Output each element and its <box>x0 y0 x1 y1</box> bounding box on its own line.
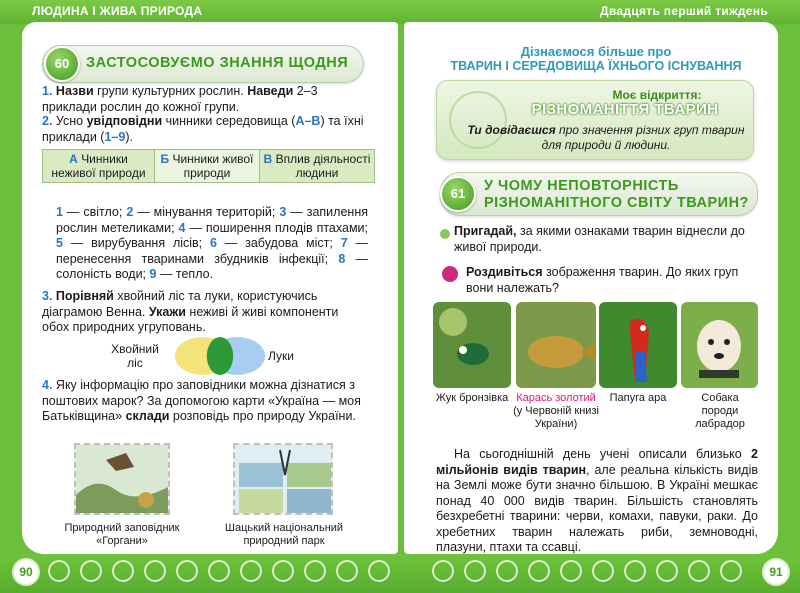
decor-icons-right <box>432 560 742 582</box>
venn-right-label: Луки <box>268 349 294 363</box>
beetle-image <box>433 302 511 388</box>
question-1: 1. Назви групи культурних рослин. Наведи 2–3 приклади рослин до кожної групи. <box>42 84 318 114</box>
stamp-caption-shatsk: Шацький національний природний парк <box>224 522 344 547</box>
venn-diagram <box>175 337 265 375</box>
learn-more-title: Дізнаємося більше про ТВАРИН І СЕРЕДОВИЩА ЇХНЬОГО ІСНУВАННЯ <box>450 44 742 73</box>
caption-beetle: Жук бронзівка <box>435 392 509 404</box>
species-paragraph: На сьогоднішній день учені описали близько 2 мільйонів видів тварин, але реальна кількість видів на Землі може бути значно більшою. В Україні мешкає понад 40 000 видів тварин. Більшість становлять безхребетні тварини: черви, комахи, павуки, раки. До хребетних тварин належать риби, земноводні, плазуни, птахи та ссавці. <box>436 447 758 554</box>
task-examine: Роздивіться зображення тварин. До яких груп вони належать? <box>466 265 739 295</box>
discovery-text: Ти довідаєшся про значення різних груп тварин для природи й людини. <box>467 123 745 152</box>
caption-carp: Карась золотий (у Червоній книзі України) <box>513 392 599 430</box>
page-number-right: 91 <box>762 558 790 586</box>
frog-icon <box>624 560 646 582</box>
bullet-icon <box>440 229 450 239</box>
stamp-shatsk-image <box>233 443 333 515</box>
examples-list: 1 — світло; 2 — мінування територій; 3 — запилення рослин метеликами; 4 — поширення плодів птахами; 5 — вирубування лісів; 6 — забудова міст; 7 — перенесення тваринами збудників інфекції; 8 — солоність води; 9 — тепло. <box>56 205 369 281</box>
header-right-title: Двадцять перший тиждень <box>600 4 768 18</box>
snail-icon <box>720 560 742 582</box>
question-4: 4. Яку інформацію про заповідники можна дізнатися з поштових марок? За допомогою карти «Україна — моя Батьківщина» склади розповідь про природу України. <box>42 378 361 423</box>
pair-work-icon <box>442 266 458 282</box>
frog-icon <box>240 560 262 582</box>
section-number-badge-61: 61 <box>440 176 476 212</box>
section-title: ЗАСТОСОВУЄМО ЗНАННЯ ЩОДНЯ <box>86 55 349 71</box>
discovery-title: РІЗНОМАНІТТЯ ТВАРИН <box>531 101 719 118</box>
section-number-badge: 60 <box>44 46 80 82</box>
discovery-box <box>436 80 754 160</box>
spider-icon <box>144 560 166 582</box>
caption-macaw: Папуга ара <box>609 392 667 404</box>
bird-icon <box>112 560 134 582</box>
stamp-caption-gorgany: Природний заповідник «Горгани» <box>64 522 180 547</box>
table-cell-a: А Чинники неживої природи <box>43 150 155 183</box>
discovery-label: Моє відкриття: <box>612 88 702 102</box>
stamp-gorgany-image <box>74 443 170 515</box>
decor-icons-left <box>48 560 390 582</box>
top-header-bar <box>0 0 800 24</box>
question-2: 2. Усно увідповідни чинники середовища (А–В) та їхні приклади (1–9). <box>42 114 364 144</box>
leaf-icon <box>560 560 582 582</box>
bug-icon <box>464 560 486 582</box>
page-number-left: 90 <box>12 558 40 586</box>
ant-icon <box>656 560 678 582</box>
question-3: 3. Порівняй хвойний ліс та луки, користуючись діаграмою Венна. Укажи неживі й живі компоненти обох природних угруповань. <box>42 289 339 334</box>
rabbit-icon <box>688 560 710 582</box>
spider-icon <box>528 560 550 582</box>
crucian-carp-image <box>516 302 596 388</box>
labrador-image <box>681 302 758 388</box>
table-cell-c: В Вплив діяльності людини <box>259 150 374 183</box>
fish-icon <box>432 560 454 582</box>
bird-icon <box>496 560 518 582</box>
flower-icon <box>368 560 390 582</box>
macaw-image <box>599 302 677 388</box>
venn-left-label: Хвойний ліс <box>111 342 159 370</box>
table-cell-b: Б Чинники живої природи <box>154 150 259 183</box>
butterfly-icon <box>208 560 230 582</box>
bug-icon <box>80 560 102 582</box>
snail-icon <box>336 560 358 582</box>
fish-icon <box>48 560 70 582</box>
header-left-title: ЛЮДИНА І ЖИВА ПРИРОДА <box>32 4 203 18</box>
rabbit-icon <box>304 560 326 582</box>
leaf-icon <box>176 560 198 582</box>
venn-intersection <box>207 337 233 375</box>
butterfly-icon <box>592 560 614 582</box>
caption-labrador: Собака породи лабрадор <box>695 392 745 430</box>
ant-icon <box>272 560 294 582</box>
task-recall: Пригадай, за якими ознаками тварин віднесли до живої природи. <box>454 224 745 254</box>
factors-table <box>42 149 375 183</box>
section-title-61: У ЧОМУ НЕПОВТОРНІСТЬ РІЗНОМАНІТНОГО СВІТУ ТВАРИН? <box>484 178 749 211</box>
